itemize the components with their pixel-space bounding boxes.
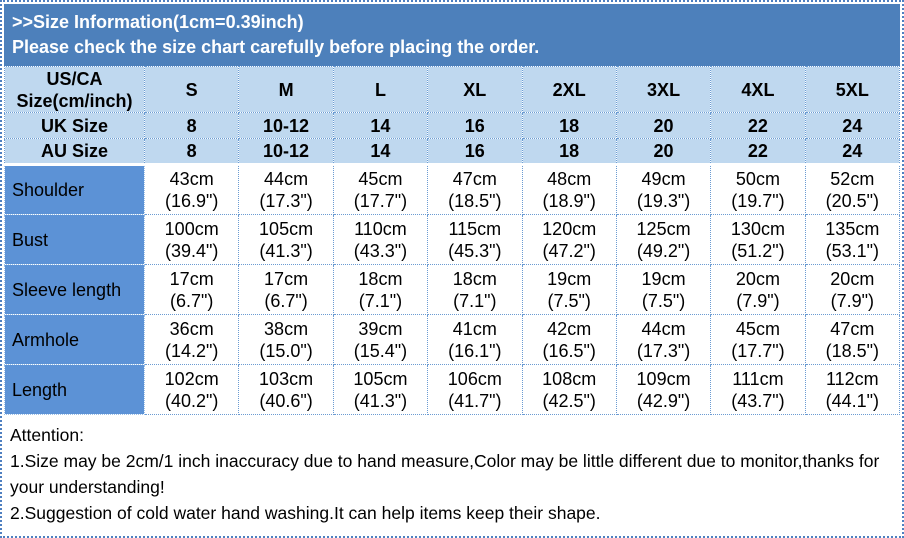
cm-value: 106cm — [447, 368, 502, 389]
measurement-cell — [428, 215, 522, 265]
inch-value: (15.0") — [259, 340, 313, 361]
measurement-cell — [711, 365, 805, 415]
inch-value: (17.7") — [731, 340, 785, 361]
measurement-cell — [333, 265, 427, 315]
measurement-cell — [522, 365, 616, 415]
inch-value: (16.5") — [542, 340, 596, 361]
measurement-cell — [711, 315, 805, 365]
measurement-cell — [522, 215, 616, 265]
uk-size-cell: 14 — [333, 113, 427, 139]
size-header-cell: 4XL — [711, 67, 805, 113]
inch-value: (43.3") — [353, 240, 408, 261]
inch-value: (6.7") — [169, 290, 214, 311]
measurement-cell — [145, 365, 239, 415]
cm-value: 19cm — [547, 268, 592, 289]
measurement-cell — [711, 265, 805, 315]
cm-value: 17cm — [264, 268, 309, 289]
inch-value: (40.6") — [259, 390, 313, 411]
uk-size-cell: 20 — [616, 113, 710, 139]
inch-value: (44.1") — [825, 390, 880, 411]
banner — [4, 4, 900, 66]
cm-value: 50cm — [735, 169, 780, 189]
inch-value: (49.2") — [636, 240, 691, 261]
measurement-cell — [616, 165, 710, 215]
au-size-label: AU Size — [5, 139, 145, 165]
cm-value: 115cm — [448, 218, 502, 239]
cm-value: 39cm — [358, 318, 403, 339]
corner-header-cell — [5, 67, 145, 113]
size-chart-table — [4, 66, 900, 415]
au-size-row — [5, 139, 900, 165]
measurement-cell — [239, 215, 333, 265]
cm-value: 49cm — [641, 169, 686, 189]
measurement-label: Sleeve length — [5, 265, 145, 315]
measurement-row-bust — [5, 215, 900, 265]
cm-value: 44cm — [641, 318, 686, 339]
cm-value: 125cm — [636, 218, 691, 239]
cm-value: 102cm — [164, 368, 219, 389]
uk-size-cell: 10-12 — [239, 113, 333, 139]
banner-title: >>Size Information(1cm=0.39inch) — [12, 12, 304, 32]
cm-value: 20cm — [830, 268, 875, 289]
au-size-cell: 22 — [711, 139, 805, 165]
size-header-cell: L — [333, 67, 427, 113]
measurement-label: Shoulder — [5, 165, 145, 215]
cm-value: 135cm — [825, 218, 880, 239]
measurement-cell — [239, 165, 333, 215]
cm-value: 38cm — [264, 318, 309, 339]
cm-value: 17cm — [169, 268, 214, 289]
uk-size-cell: 16 — [428, 113, 522, 139]
measurement-cell — [616, 265, 710, 315]
au-size-cell: 16 — [428, 139, 522, 165]
measurement-cell — [805, 365, 899, 415]
measurement-cell — [145, 265, 239, 315]
measurement-label: Length — [5, 365, 145, 415]
inch-value: (7.9") — [736, 290, 780, 311]
cm-value: 112cm — [825, 368, 879, 389]
cm-value: 111cm — [732, 368, 784, 389]
attention-note-1: 1.Size may be 2cm/1 inch inaccuracy due to hand measure,Color may be little different due to monitor,thanks for your understanding! — [10, 451, 880, 497]
uk-size-cell: 18 — [522, 113, 616, 139]
inch-value: (18.5") — [825, 340, 880, 361]
measurement-cell — [428, 165, 522, 215]
inch-value: (42.9") — [636, 390, 691, 411]
measurement-cell — [428, 265, 522, 315]
inch-value: (16.1") — [448, 340, 502, 361]
measurement-cell — [333, 165, 427, 215]
size-header-cell: 5XL — [805, 67, 899, 113]
measurement-cell — [522, 315, 616, 365]
measurement-cell — [239, 315, 333, 365]
uk-size-label: UK Size — [5, 113, 145, 139]
measurement-row-shoulder — [5, 165, 900, 215]
cm-value: 20cm — [735, 268, 780, 289]
corner-label-line1: US/CA — [46, 68, 103, 89]
size-header-cell: XL — [428, 67, 522, 113]
inch-value: (41.3") — [259, 240, 313, 261]
inch-value: (15.4") — [353, 340, 408, 361]
cm-value: 45cm — [358, 169, 403, 189]
size-header-cell: S — [145, 67, 239, 113]
measurement-cell — [239, 365, 333, 415]
cm-value: 109cm — [636, 368, 691, 389]
measurement-cell — [333, 365, 427, 415]
cm-value: 19cm — [641, 268, 686, 289]
au-size-cell: 20 — [616, 139, 710, 165]
measurement-row-armhole — [5, 315, 900, 365]
uk-size-row — [5, 113, 900, 139]
inch-value: (42.5") — [542, 390, 596, 411]
measurement-cell — [428, 365, 522, 415]
cm-value: 110cm — [354, 218, 407, 239]
measurement-cell — [145, 165, 239, 215]
inch-value: (45.3") — [448, 240, 502, 261]
measurement-label: Bust — [5, 215, 145, 265]
inch-value: (7.1") — [453, 290, 497, 311]
inch-value: (53.1") — [825, 240, 880, 261]
measurement-cell — [333, 315, 427, 365]
measurement-cell — [805, 215, 899, 265]
inch-value: (7.5") — [641, 290, 686, 311]
measurement-cell — [616, 365, 710, 415]
measurement-cell — [616, 215, 710, 265]
inch-value: (17.7") — [353, 191, 408, 211]
inch-value: (40.2") — [164, 390, 219, 411]
size-header-cell: M — [239, 67, 333, 113]
cm-value: 105cm — [353, 368, 408, 389]
cm-value: 42cm — [547, 318, 592, 339]
cm-value: 108cm — [542, 368, 597, 389]
inch-value: (17.3") — [636, 340, 691, 361]
au-size-cell: 10-12 — [239, 139, 333, 165]
measurement-cell — [711, 215, 805, 265]
measurement-cell — [239, 265, 333, 315]
inch-value: (41.3") — [353, 390, 408, 411]
cm-value: 105cm — [259, 218, 314, 239]
cm-value: 52cm — [830, 169, 875, 189]
measurement-cell — [805, 265, 899, 315]
inch-value: (20.5") — [825, 191, 880, 211]
uk-size-cell: 8 — [145, 113, 239, 139]
inch-value: (18.5") — [448, 191, 502, 211]
cm-value: 41cm — [452, 318, 497, 339]
au-size-cell: 24 — [805, 139, 899, 165]
au-size-cell: 8 — [145, 139, 239, 165]
inch-value: (14.2") — [164, 340, 219, 361]
cm-value: 100cm — [164, 218, 219, 239]
measurement-cell — [522, 165, 616, 215]
inch-value: (7.1") — [358, 290, 403, 311]
inch-value: (19.7") — [731, 191, 785, 211]
measurement-cell — [616, 315, 710, 365]
banner-subtitle: Please check the size chart carefully before placing the order. — [12, 37, 540, 57]
inch-value: (17.3") — [259, 191, 313, 211]
inch-value: (39.4") — [164, 240, 219, 261]
cm-value: 120cm — [542, 218, 597, 239]
measurement-row-sleeve-length — [5, 265, 900, 315]
inch-value: (7.5") — [547, 290, 591, 311]
cm-value: 44cm — [264, 169, 309, 189]
attention-section — [4, 415, 900, 526]
attention-note-2: 2.Suggestion of cold water hand washing.It can help items keep their shape. — [10, 503, 601, 523]
measurement-cell — [145, 315, 239, 365]
inch-value: (6.7") — [264, 290, 308, 311]
measurement-label: Armhole — [5, 315, 145, 365]
cm-value: 36cm — [169, 318, 214, 339]
measurement-cell — [333, 215, 427, 265]
inch-value: (18.9") — [542, 191, 596, 211]
inch-value: (16.9") — [164, 191, 219, 211]
au-size-cell: 14 — [333, 139, 427, 165]
au-size-cell: 18 — [522, 139, 616, 165]
cm-value: 47cm — [830, 318, 875, 339]
inch-value: (47.2") — [542, 240, 596, 261]
inch-value: (43.7") — [731, 390, 785, 411]
measurement-cell — [145, 215, 239, 265]
size-header-row — [5, 67, 900, 113]
inch-value: (19.3") — [636, 191, 691, 211]
inch-value: (41.7") — [448, 390, 502, 411]
measurement-cell — [711, 165, 805, 215]
cm-value: 18cm — [358, 268, 403, 289]
cm-value: 45cm — [735, 318, 780, 339]
cm-value: 103cm — [259, 368, 314, 389]
cm-value: 43cm — [169, 169, 214, 189]
measurement-cell — [805, 165, 899, 215]
uk-size-cell: 24 — [805, 113, 899, 139]
corner-label-line2: Size(cm/inch) — [16, 90, 133, 111]
cm-value: 48cm — [547, 169, 592, 189]
uk-size-cell: 22 — [711, 113, 805, 139]
cm-value: 18cm — [452, 268, 497, 289]
inch-value: (7.9") — [830, 290, 875, 311]
inch-value: (51.2") — [731, 240, 785, 261]
measurement-cell — [522, 265, 616, 315]
size-header-cell: 2XL — [522, 67, 616, 113]
measurement-cell — [805, 315, 899, 365]
measurement-cell — [428, 315, 522, 365]
size-header-cell: 3XL — [616, 67, 710, 113]
cm-value: 47cm — [452, 169, 497, 189]
cm-value: 130cm — [730, 218, 785, 239]
attention-heading: Attention: — [10, 425, 84, 445]
measurement-row-length — [5, 365, 900, 415]
